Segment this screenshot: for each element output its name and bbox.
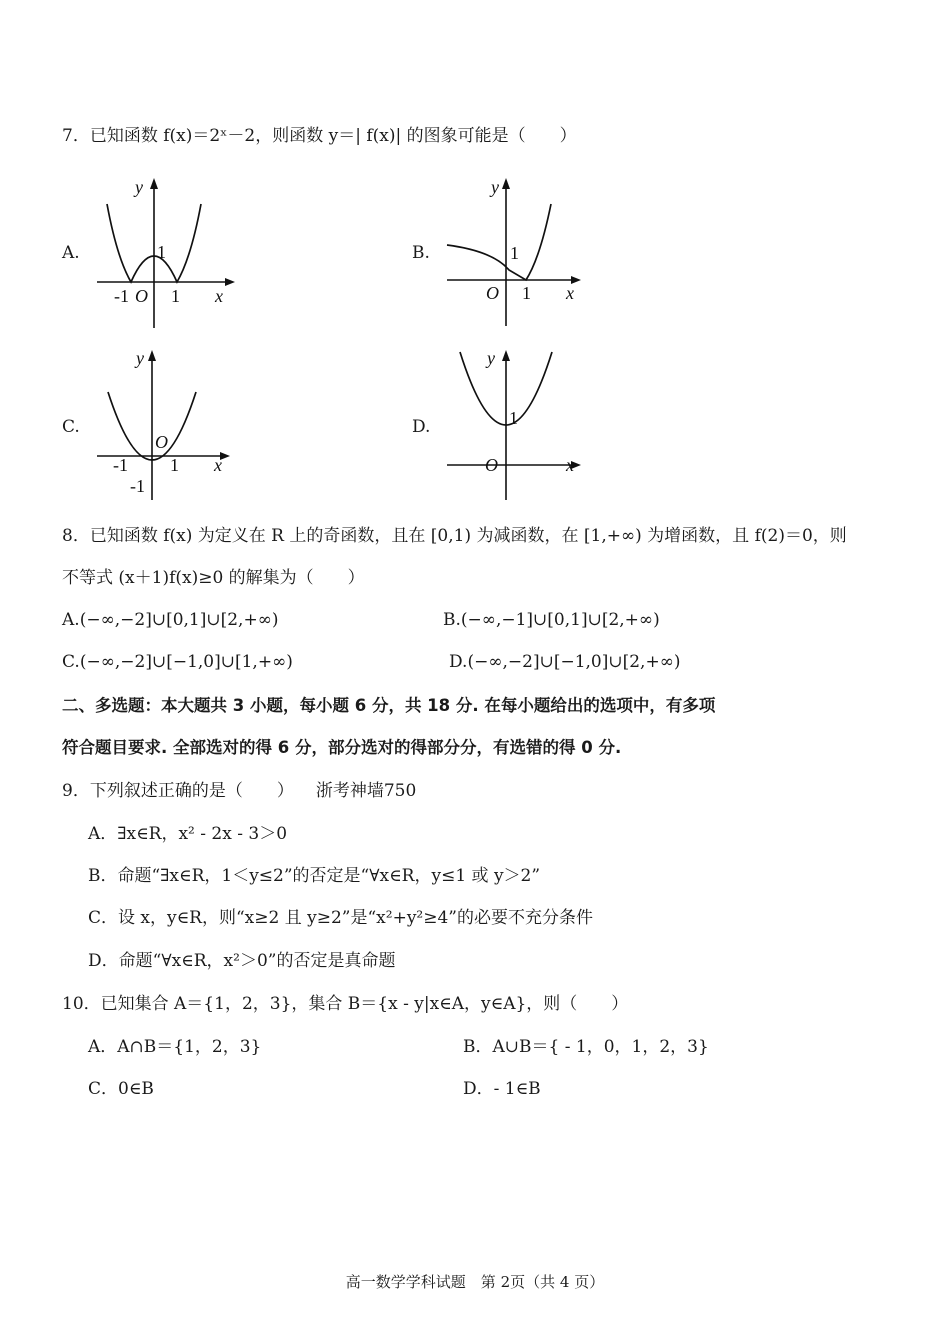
- graph-a-label-1-top: 1: [157, 242, 166, 262]
- graph-b-origin: O: [486, 283, 499, 303]
- q7-stem: 7．已知函数 f(x)＝2ˣ－2，则函数 y＝| f(x)| 的图象可能是（ ）: [62, 126, 577, 146]
- graph-c-y-label: y: [136, 348, 144, 368]
- q9-option-d: D．命题“∀x∈R，x²＞0”的否定是真命题: [88, 951, 396, 971]
- graph-b-x-label: x: [566, 283, 574, 303]
- graph-d-x-label: x: [566, 455, 574, 475]
- section2-heading-line1: 二、多选题：本大题共 3 小题，每小题 6 分，共 18 分. 在每小题给出的选项中，有多项: [62, 696, 716, 715]
- q8-option-a: [62, 609, 279, 631]
- q7-graph-c: [95, 340, 245, 505]
- graph-c-origin: O: [155, 432, 168, 452]
- graph-c-x-label: x: [214, 455, 222, 475]
- graph-c-label-1-right: 1: [170, 455, 179, 475]
- q8-option-d: [449, 651, 681, 673]
- q7-graph-b: [445, 168, 595, 333]
- graph-d-y-label: y: [487, 348, 495, 368]
- q7-graph-a: [95, 168, 245, 333]
- section2-heading-line2: 符合题目要求. 全部选对的得 6 分，部分选对的得部分分，有选错的得 0 分.: [62, 738, 622, 757]
- q8-option-c: [62, 651, 293, 673]
- graph-c-label-neg1-bottom: -1: [130, 476, 145, 496]
- q8-option-b-text: (−∞,−1]∪[0,1]∪[2,+∞): [460, 610, 660, 630]
- q10-option-a: A．A∩B＝{1，2，3}: [88, 1037, 262, 1057]
- q8-stem-line2: 不等式 (x＋1)f(x)≥0 的解集为（ ）: [62, 568, 365, 588]
- q9-stem: 9．下列叙述正确的是（ ）: [62, 781, 294, 801]
- q7-option-c-letter: C.: [62, 417, 80, 437]
- q9-option-b: B．命题“∃x∈R，1＜y≤2”的否定是“∀x∈R，y≤1 或 y＞2”: [88, 866, 541, 886]
- q10-option-d: D．- 1∈B: [463, 1079, 541, 1099]
- graph-a-y-label: y: [135, 177, 143, 197]
- graph-d-origin: O: [485, 455, 498, 475]
- q9-option-c: C．设 x，y∈R，则“x≥2 且 y≥2”是“x²+y²≥4”的必要不充分条件: [88, 908, 593, 928]
- page-footer: 高一数学学科试题 第 2页（共 4 页）: [345, 1273, 605, 1291]
- graph-b-label-1-top: 1: [510, 243, 519, 263]
- q8-option-d-text: (−∞,−2]∪[−1,0]∪[2,+∞): [467, 652, 681, 672]
- q10-option-c: C．0∈B: [88, 1079, 154, 1099]
- q7-option-b-letter: B.: [412, 243, 430, 263]
- q7-option-a-letter: A.: [62, 243, 80, 263]
- q8-option-a-text: (−∞,−2]∪[0,1]∪[2,+∞): [79, 610, 279, 630]
- graph-a-label-neg1: -1: [114, 286, 129, 306]
- q9-watermark-text: 浙考神墙750: [315, 781, 417, 801]
- q8-option-d-letter: D.: [449, 652, 468, 672]
- q10-option-b: B．A∪B＝{ - 1，0，1，2，3}: [463, 1037, 709, 1057]
- graph-d-label-1-top: 1: [509, 408, 518, 428]
- graph-b-y-label: y: [491, 177, 499, 197]
- q10-stem: 10．已知集合 A＝{1，2，3}，集合 B＝{x - y|x∈A，y∈A}，则（ ）: [62, 994, 629, 1014]
- graph-b-label-1-right: 1: [522, 283, 531, 303]
- q7-option-d-letter: D.: [412, 417, 431, 437]
- q8-option-c-text: (−∞,−2]∪[−1,0]∪[1,+∞): [79, 652, 293, 672]
- graph-c-label-neg1: -1: [113, 455, 128, 475]
- graph-a-label-1-right: 1: [171, 286, 180, 306]
- q8-option-c-letter: C.: [62, 652, 80, 672]
- q9-option-a: A．∃x∈R，x² - 2x - 3＞0: [88, 824, 288, 844]
- graph-a-origin: O: [135, 286, 148, 306]
- q8-option-a-letter: A.: [62, 610, 80, 630]
- q8-option-b-letter: B.: [443, 610, 461, 630]
- q9-stem-row: [62, 780, 416, 802]
- q8-stem-line1: 8．已知函数 f(x) 为定义在 R 上的奇函数，且在 [0,1) 为减函数，在 [1,+∞) 为增函数，且 f(2)＝0，则: [62, 526, 847, 546]
- q7-graph-d: [445, 340, 595, 505]
- graph-a-x-label: x: [215, 286, 223, 306]
- q8-option-b: [443, 609, 660, 631]
